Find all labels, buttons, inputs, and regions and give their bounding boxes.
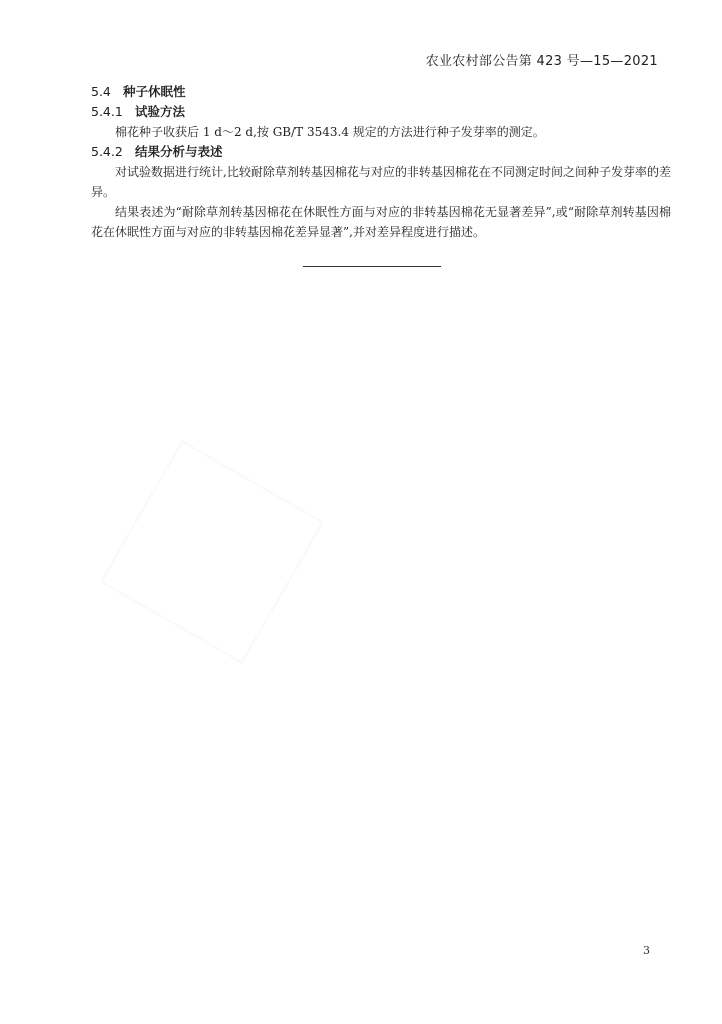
section-heading-5-4 bbox=[91, 82, 671, 102]
section-heading-5-4-1 bbox=[91, 102, 671, 122]
page-number: 3 bbox=[643, 944, 650, 957]
paragraph: 结果表述为“耐除草剂转基因棉花在休眠性方面与对应的非转基因棉花无显著差异”,或“耐除草剂转基因棉花在休眠性方面与对应的非转基因棉花差异显著”,并对差异程度进行描述。 bbox=[91, 205, 671, 239]
document-header-id: 农业农村部公告第 423 号—15—2021 bbox=[425, 54, 658, 69]
section-number: 5.4.1 bbox=[91, 104, 123, 119]
section-heading-5-4-2 bbox=[91, 142, 671, 162]
section-number: 5.4 bbox=[91, 84, 111, 99]
section-title: 结果分析与表述 bbox=[135, 144, 223, 159]
paragraph: 对试验数据进行统计,比较耐除草剂转基因棉花与对应的非转基因棉花在不同测定时间之间种子发芽率的差异。 bbox=[91, 165, 671, 199]
faint-stamp-watermark bbox=[100, 440, 324, 664]
end-rule-divider bbox=[303, 266, 441, 267]
document-body bbox=[91, 82, 671, 242]
paragraph: 棉花种子收获后 1 d～2 d,按 GB/T 3543.4 规定的方法进行种子发芽率的测定。 bbox=[115, 125, 545, 139]
section-title: 种子休眠性 bbox=[123, 84, 186, 99]
section-number: 5.4.2 bbox=[91, 144, 123, 159]
section-title: 试验方法 bbox=[135, 104, 186, 119]
